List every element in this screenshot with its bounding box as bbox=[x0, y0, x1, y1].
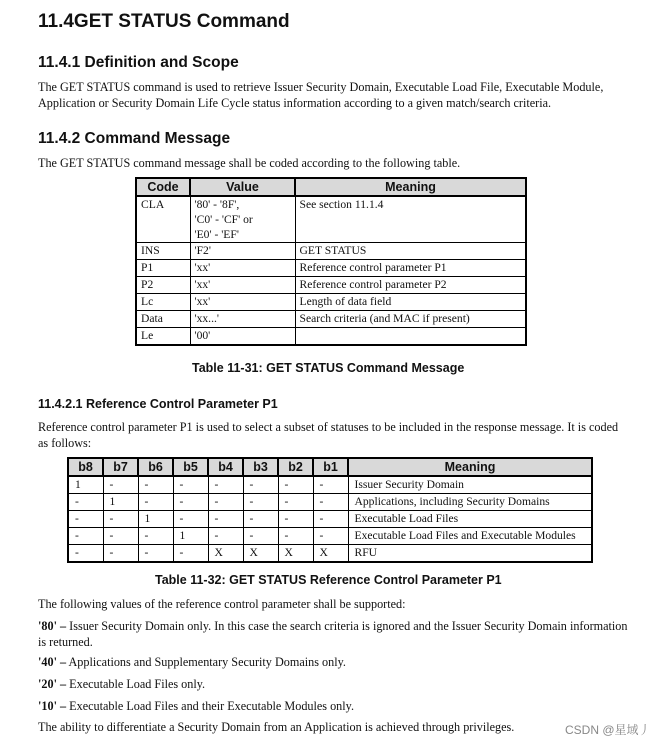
bit-cell: - bbox=[68, 528, 103, 545]
definition-text: The GET STATUS command is used to retrieve Issuer Security Domain, Executable Load File, Executable Module, Application or Security Domain Life Cycle status information according to a given match/search criteria. bbox=[38, 80, 604, 110]
value-code: '20' – bbox=[38, 677, 67, 691]
closing-text: The ability to differentiate a Security Domain from an Application is achieved through privileges. bbox=[38, 720, 515, 734]
p1-heading: 11.4.2.1 Reference Control Parameter P1 bbox=[38, 397, 278, 411]
bit-cell: - bbox=[103, 476, 138, 494]
bit-cell: - bbox=[103, 528, 138, 545]
column-header-bit: b4 bbox=[208, 458, 243, 476]
value-cell: '80' - '8F', 'C0' - 'CF' or 'E0' - 'EF' bbox=[190, 196, 295, 243]
section-title: 11.4GET STATUS Command bbox=[38, 11, 290, 32]
bit-cell: - bbox=[243, 528, 278, 545]
meaning-cell: Issuer Security Domain bbox=[348, 476, 592, 494]
bit-cell: X bbox=[313, 545, 348, 563]
column-header-code: Code bbox=[136, 178, 190, 196]
meaning-cell: See section 11.1.4 bbox=[295, 196, 526, 243]
value-code: '40' – bbox=[38, 655, 67, 669]
meaning-cell: Reference control parameter P1 bbox=[295, 260, 526, 277]
meaning-cell: Length of data field bbox=[295, 294, 526, 311]
value-item-10 bbox=[38, 698, 628, 714]
value-text: Executable Load Files only. bbox=[66, 677, 206, 691]
bit-cell: - bbox=[173, 545, 208, 563]
table-row bbox=[68, 476, 592, 494]
bit-cell: 1 bbox=[103, 494, 138, 511]
code-cell: CLA bbox=[136, 196, 190, 243]
table-row bbox=[136, 294, 526, 311]
value-cell: 'F2' bbox=[190, 243, 295, 260]
value-text: Applications and Supplementary Security Domains only. bbox=[66, 655, 346, 669]
column-header-bit: b3 bbox=[243, 458, 278, 476]
table-row bbox=[68, 545, 592, 563]
meaning-cell: Search criteria (and MAC if present) bbox=[295, 311, 526, 328]
bit-cell: - bbox=[278, 511, 313, 528]
bit-cell: - bbox=[68, 545, 103, 563]
table-row bbox=[68, 511, 592, 528]
table-row bbox=[136, 328, 526, 346]
bit-cell: - bbox=[68, 494, 103, 511]
bit-cell: - bbox=[278, 476, 313, 494]
column-header-bit: b7 bbox=[103, 458, 138, 476]
command-message-intro: The GET STATUS command message shall be coded according to the following table. bbox=[38, 156, 461, 170]
bit-cell: - bbox=[208, 494, 243, 511]
value-text: Issuer Security Domain only. In this case the search criteria is ignored and the Issuer Security Domain information is returned. bbox=[38, 619, 628, 649]
p1-text: Reference control parameter P1 is used to select a subset of statuses to be included in the response message. It is coded as follows: bbox=[38, 420, 619, 450]
value-cell: 'xx' bbox=[190, 294, 295, 311]
bit-cell: X bbox=[208, 545, 243, 563]
column-header-bit: b5 bbox=[173, 458, 208, 476]
bit-cell: 1 bbox=[138, 511, 173, 528]
table-row bbox=[68, 494, 592, 511]
p1-coding-table bbox=[67, 457, 593, 563]
column-header-meaning: Meaning bbox=[348, 458, 592, 476]
command-message-table bbox=[135, 177, 527, 346]
value-cell: '00' bbox=[190, 328, 295, 346]
code-cell: INS bbox=[136, 243, 190, 260]
value-code: '80' – bbox=[38, 619, 67, 633]
bit-cell: - bbox=[103, 511, 138, 528]
bit-cell: - bbox=[68, 511, 103, 528]
meaning-cell: Reference control parameter P2 bbox=[295, 277, 526, 294]
bit-cell: - bbox=[208, 528, 243, 545]
bit-cell: - bbox=[208, 511, 243, 528]
column-header-bit: b1 bbox=[313, 458, 348, 476]
bit-cell: - bbox=[313, 511, 348, 528]
meaning-cell: GET STATUS bbox=[295, 243, 526, 260]
bit-cell: - bbox=[103, 545, 138, 563]
value-item-40 bbox=[38, 654, 628, 670]
meaning-cell: Executable Load Files bbox=[348, 511, 592, 528]
value-item-80 bbox=[38, 618, 628, 650]
code-cell: P1 bbox=[136, 260, 190, 277]
bit-cell: 1 bbox=[68, 476, 103, 494]
table-row bbox=[136, 196, 526, 243]
bit-cell: - bbox=[313, 494, 348, 511]
meaning-cell: Applications, including Security Domains bbox=[348, 494, 592, 511]
bit-cell: - bbox=[138, 545, 173, 563]
command-message-heading: 11.4.2 Command Message bbox=[38, 130, 231, 147]
column-header-meaning: Meaning bbox=[295, 178, 526, 196]
watermark: CSDN @星域丿 bbox=[565, 723, 651, 737]
bit-cell: - bbox=[138, 476, 173, 494]
value-item-20 bbox=[38, 676, 628, 692]
bit-cell: - bbox=[243, 476, 278, 494]
bit-cell: - bbox=[243, 494, 278, 511]
value-cell: 'xx...' bbox=[190, 311, 295, 328]
command-table-caption: Table 11-31: GET STATUS Command Message bbox=[192, 361, 465, 375]
value-code: '10' – bbox=[38, 699, 67, 713]
meaning-cell: Executable Load Files and Executable Modules bbox=[348, 528, 592, 545]
bit-cell: X bbox=[243, 545, 278, 563]
table-row bbox=[68, 528, 592, 545]
bit-cell: 1 bbox=[173, 528, 208, 545]
bit-cell: - bbox=[138, 494, 173, 511]
meaning-cell bbox=[295, 328, 526, 346]
bit-cell: - bbox=[208, 476, 243, 494]
bit-cell: - bbox=[173, 476, 208, 494]
bit-cell: - bbox=[313, 528, 348, 545]
code-cell: Lc bbox=[136, 294, 190, 311]
value-text: Executable Load Files and their Executable Modules only. bbox=[66, 699, 355, 713]
code-cell: Data bbox=[136, 311, 190, 328]
table-row bbox=[136, 260, 526, 277]
table-header-row bbox=[68, 458, 592, 476]
meaning-cell: RFU bbox=[348, 545, 592, 563]
p1-table-caption: Table 11-32: GET STATUS Reference Control Parameter P1 bbox=[155, 573, 502, 587]
column-header-bit: b6 bbox=[138, 458, 173, 476]
bit-cell: - bbox=[138, 528, 173, 545]
table-header-row bbox=[136, 178, 526, 196]
values-intro: The following values of the reference control parameter shall be supported: bbox=[38, 597, 406, 611]
bit-cell: - bbox=[173, 494, 208, 511]
value-cell: 'xx' bbox=[190, 277, 295, 294]
bit-cell: X bbox=[278, 545, 313, 563]
column-header-bit: b2 bbox=[278, 458, 313, 476]
code-cell: Le bbox=[136, 328, 190, 346]
table-row bbox=[136, 243, 526, 260]
column-header-value: Value bbox=[190, 178, 295, 196]
bit-cell: - bbox=[173, 511, 208, 528]
definition-heading: 11.4.1 Definition and Scope bbox=[38, 54, 239, 71]
bit-cell: - bbox=[278, 494, 313, 511]
table-row bbox=[136, 311, 526, 328]
value-cell: 'xx' bbox=[190, 260, 295, 277]
column-header-bit: b8 bbox=[68, 458, 103, 476]
bit-cell: - bbox=[278, 528, 313, 545]
table-row bbox=[136, 277, 526, 294]
code-cell: P2 bbox=[136, 277, 190, 294]
bit-cell: - bbox=[313, 476, 348, 494]
bit-cell: - bbox=[243, 511, 278, 528]
